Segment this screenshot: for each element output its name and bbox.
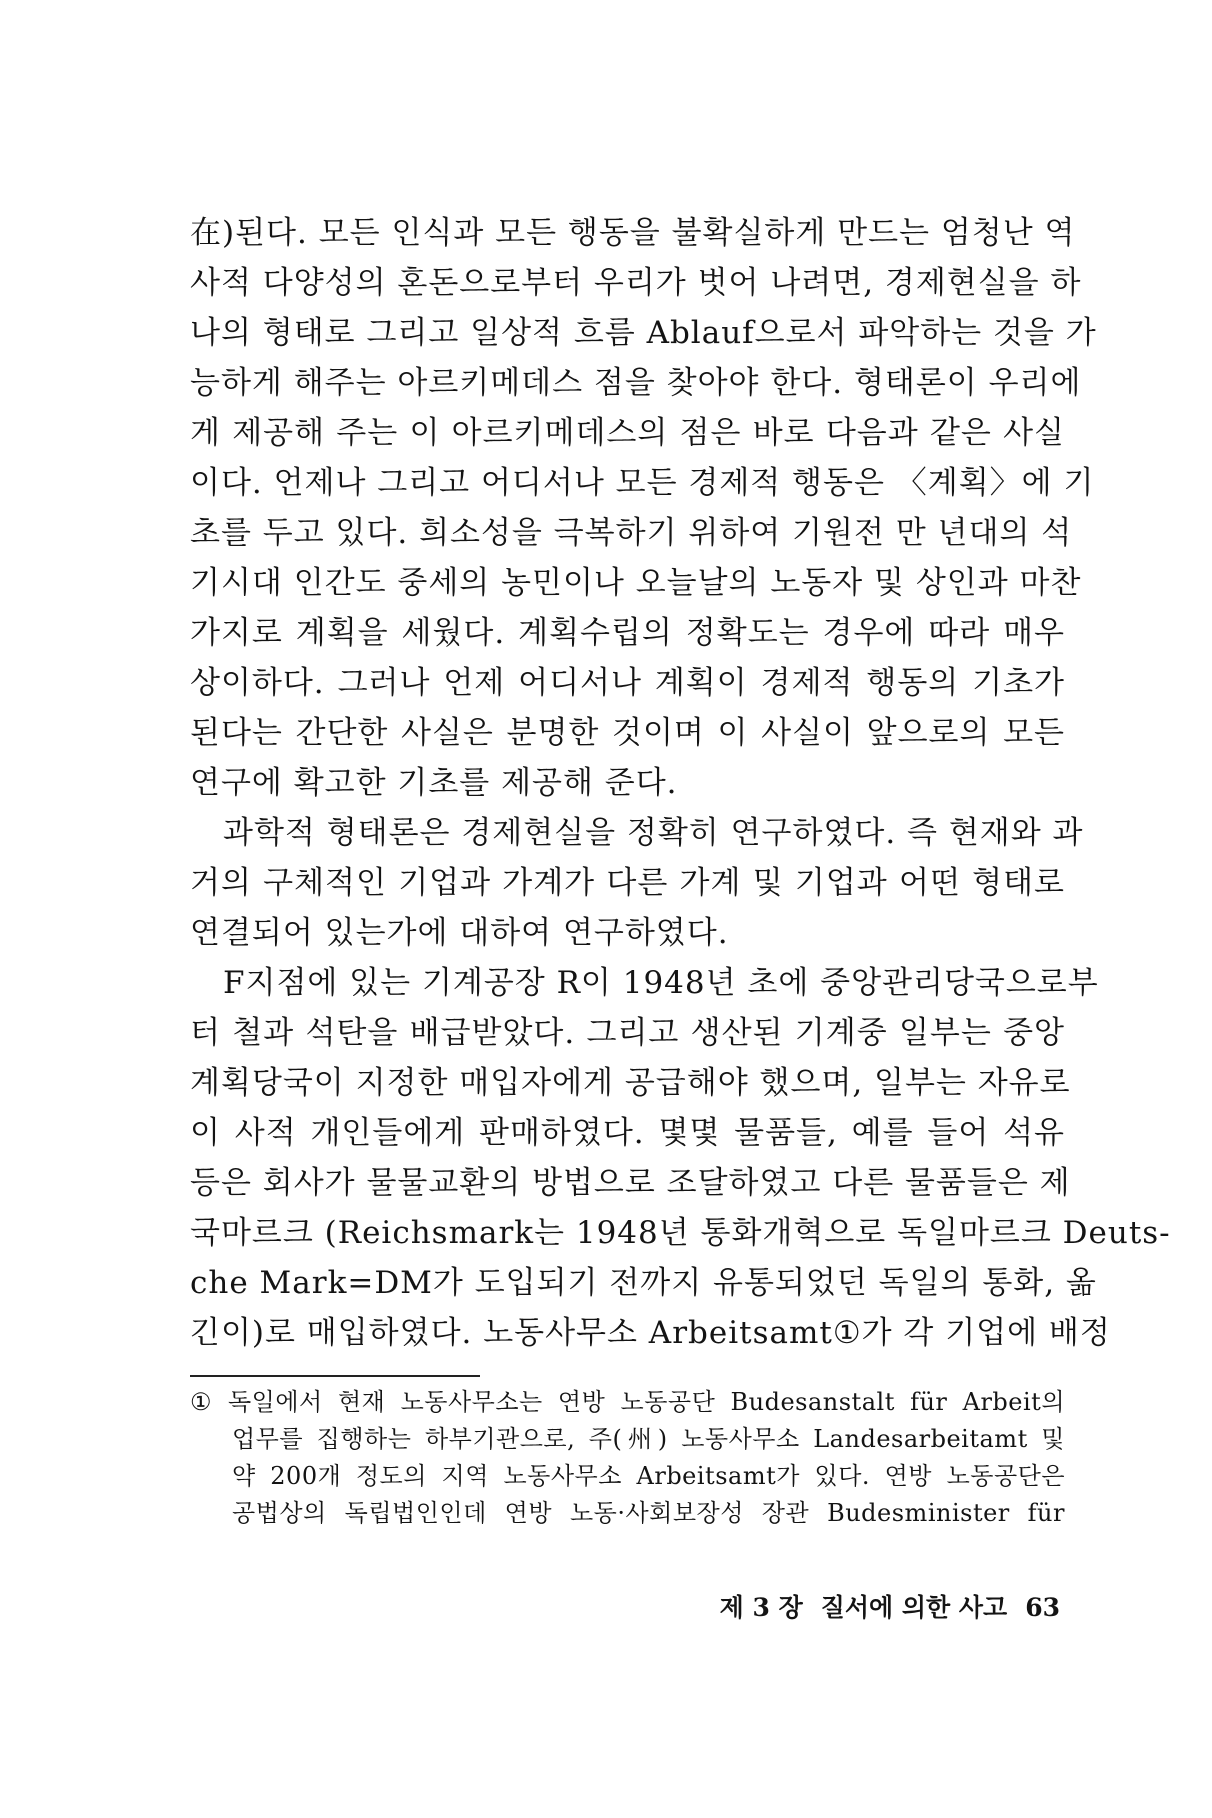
text-line: 터 철과 석탄을 배급받았다. 그리고 생산된 기계중 일부는 중앙 xyxy=(190,1015,1065,1051)
text-line: 在)된다. 모든 인식과 모든 행동을 불확실하게 만드는 엄청난 역 xyxy=(190,215,1076,251)
text-line: 연구에 확고한 기초를 제공해 준다. xyxy=(190,765,678,801)
chapter-label: 제 3 장 xyxy=(719,1593,803,1622)
footnote-line xyxy=(190,1384,1065,1421)
text-line: 나의 형태로 그리고 일상적 흐름 Ablauf으로서 파악하는 것을 가 xyxy=(190,315,1097,351)
text-line: 계획당국이 지정한 매입자에게 공급해야 했으며, 일부는 자유로 xyxy=(190,1065,1071,1101)
text-line: 긴이)로 매입하였다. 노동사무소 Arbeitsamt①가 각 기업에 배정 xyxy=(190,1315,1111,1351)
footnote-marker: ① xyxy=(190,1388,213,1416)
page-number: 63 xyxy=(1025,1593,1060,1622)
text-line: 거의 구체적인 기업과 가계가 다른 가계 및 기업과 어떤 형태로 xyxy=(190,865,1065,901)
text-line: 가지로 계획을 세웠다. 계획수립의 정확도는 경우에 따라 매우 xyxy=(190,615,1065,651)
text-line: che Mark=DM가 도입되기 전까지 유통되었던 독일의 통화, 옮 xyxy=(190,1265,1097,1301)
text-line: 이다. 언제나 그리고 어디서나 모든 경제적 행동은 〈계획〉에 기 xyxy=(190,465,1095,501)
text-line: 국마르크 (Reichsmark는 1948년 통화개혁으로 독일마르크 Deuts- xyxy=(190,1215,1171,1251)
footnote-line: 공법상의 독립법인인데 연방 노동·사회보장성 장관 Budesminister für xyxy=(232,1499,1065,1527)
text-line: 연결되어 있는가에 대하여 연구하였다. xyxy=(190,915,729,951)
body-text xyxy=(190,208,1171,1358)
text-line: 이 사적 개인들에게 판매하였다. 몇몇 물품들, 예를 들어 석유 xyxy=(190,1115,1065,1151)
footnote xyxy=(190,1384,1065,1532)
footnote-line: 약 200개 정도의 지역 노동사무소 Arbeitsamt가 있다. 연방 노동공단은 xyxy=(232,1462,1065,1490)
text-line: F지점에 있는 기계공장 R이 1948년 초에 중앙관리당국으로부 xyxy=(223,965,1099,1001)
text-line: 과학적 형태론은 경제현실을 정확히 연구하였다. 즉 현재와 과 xyxy=(223,815,1084,851)
text-line: 초를 두고 있다. 희소성을 극복하기 위하여 기원전 만 년대의 석 xyxy=(190,515,1073,551)
text-line: 상이하다. 그러나 언제 어디서나 계획이 경제적 행동의 기초가 xyxy=(190,665,1065,701)
text-line: 게 제공해 주는 이 아르키메데스의 점은 바로 다음과 같은 사실 xyxy=(190,415,1065,451)
text-line: 등은 회사가 물물교환의 방법으로 조달하였고 다른 물품들은 제 xyxy=(190,1165,1071,1201)
text-line: 기시대 인간도 중세의 농민이나 오늘날의 노동자 및 상인과 마찬 xyxy=(190,565,1082,601)
text-line: 된다는 간단한 사실은 분명한 것이며 이 사실이 앞으로의 모든 xyxy=(190,715,1065,751)
footnote-divider xyxy=(190,1375,480,1377)
footnote-text: 독일에서 현재 노동사무소는 연방 노동공단 Budesanstalt für Arbeit의 xyxy=(228,1388,1065,1416)
text-line: 사적 다양성의 혼돈으로부터 우리가 벗어 나려면, 경제현실을 하 xyxy=(190,265,1082,301)
footnote-line: 업무를 집행하는 하부기관으로, 주(州) 노동사무소 Landesarbeitamt 및 xyxy=(232,1425,1065,1453)
running-footer xyxy=(700,1588,1060,1628)
text-line: 능하게 해주는 아르키메데스 점을 찾아야 한다. 형태론이 우리에 xyxy=(190,365,1082,401)
chapter-title: 질서에 의한 사고 xyxy=(820,1593,1008,1622)
